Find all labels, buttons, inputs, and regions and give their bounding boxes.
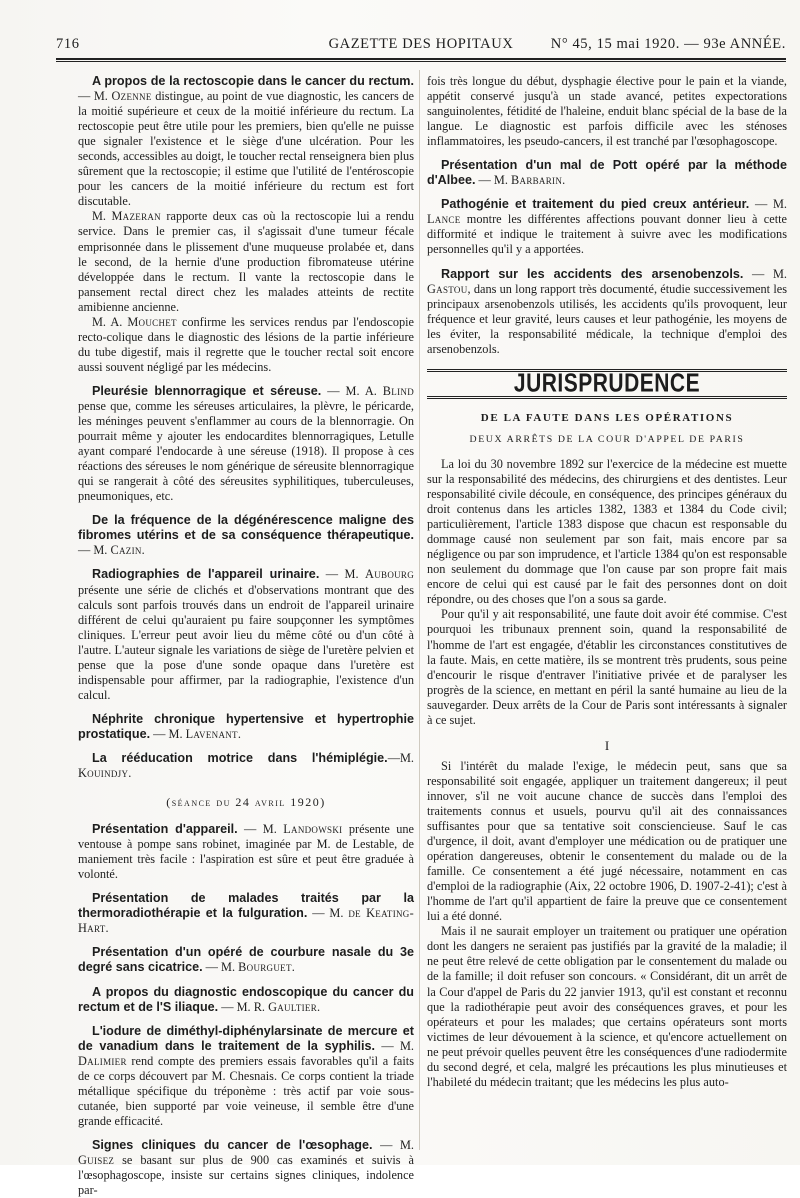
- article-title: Présentation d'un opéré de courbure nasale du 3e degré sans cicatrice.: [78, 945, 414, 975]
- section-banner: [427, 369, 787, 399]
- article-title: Radiographies de l'appareil urinaire.: [92, 567, 320, 582]
- article-title: A propos de la rectoscopie dans le cancer du rectum.: [92, 74, 414, 88]
- journal-title: GAZETTE DES HOPITAUX: [328, 36, 514, 52]
- author-name: Guisez: [78, 1153, 115, 1167]
- article-oesophage: Signes cliniques du cancer de l'œsophage. — M. Guisez se basant sur plus de 900 cas examinés et suivis à l'œsophagoscope, insiste sur certains signes cliniques, indolence par-: [78, 1137, 414, 1198]
- paragraph-mouchet: M. A. Mouchet confirme les services rendus par l'endoscopie recto-colique dans le diagnostic des lésions de la partie inférieure du tube digestif, mais il regrette que le toucher rectal soit encore aussi souvent négligé par les médecins.: [78, 314, 414, 374]
- issue-date: N° 45, 15 mai 1920. — 93e ANNÉE.: [550, 36, 786, 52]
- running-head: [56, 36, 786, 58]
- article-diagnostic-endoscopique: A propos du diagnostic endoscopique du cancer du rectum et de l'S iliaque. — M. R. Gaultier.: [78, 984, 414, 1014]
- left-column: [78, 74, 414, 1198]
- article-title: Néphrite chronique hypertensive et hypertrophie prostatique.: [78, 711, 414, 741]
- paragraph-mazeran: M. Mazeran rapporte deux cas où la rectoscopie lui a rendu service. Dans le premier cas, il s'agissait d'une tumeur fécale emprisonnée dans le plissement d'une muqueuse prolabée et, dans le second, de la hernie d'une production fibromateuse utérine développée dans le rectum. Il vante la rectoscopie dans le pansement rectal direct chez les malades atteints de rectite amibienne ancienne.: [78, 209, 414, 314]
- article-iodure: L'iodure de diméthyl-diphénylarsinate de mercure et de vanadium dans le traitement de la syphilis. — M. Dalimier rend compte des premiers essais favorables qu'il a faits de ce corps découvert par M. Chesnais. Ce corps contient la triade métallique spécifique du tréponème : très actif par voie sous-cutanée, bien supporté par voie veineuse, il semble être d'une grande efficacité.: [78, 1023, 414, 1128]
- article-reeducation: La rééducation motrice dans l'hémiplégie.—M. Kouindjy.: [78, 750, 414, 781]
- author-name: Dalimier: [78, 1053, 127, 1068]
- section-number: I: [604, 737, 610, 753]
- article-title: Pleurésie blennorragique et séreuse.: [92, 383, 322, 398]
- author-name: Kouindjy: [78, 766, 129, 781]
- author-name: Bourguet: [238, 960, 292, 975]
- article-courbure-nasale: Présentation d'un opéré de courbure nasale du 3e degré sans cicatrice. — M. Bourguet.: [78, 945, 414, 975]
- header-rule: [56, 58, 786, 60]
- author-name: Ozenne: [111, 89, 152, 104]
- author-name: Mazeran: [111, 209, 161, 224]
- article-heading: DE LA FAUTE DANS LES OPÉRATIONS: [480, 411, 734, 424]
- author-name: Blind: [382, 383, 414, 398]
- author-name: Gaultier: [268, 999, 318, 1014]
- article-arsenobenzols: Rapport sur les accidents des arsenobenzols. — M. Gastou, dans un long rapport très documenté, étudie successivement les principaux arsenobenzols utilisés, les accidents qu'ils provoquent, leur fréquence et leur gravité, leurs causes et leur pathogénie, les moyens de les éviter, la responsabilité médicale, la technique d'emploi des arsenobenzols.: [427, 266, 787, 356]
- section-title: JURISPRUDENCE: [513, 368, 701, 398]
- article-subheading: DEUX ARRÊTS DE LA COUR D'APPEL DE PARIS: [469, 433, 745, 445]
- paragraph-responsabilite: Pour qu'il y ait responsabilité, une faute doit avoir été commise. C'est pourquoi les tribunaux prennent soin, quand la responsabilité de l'homme de l'art est engagée, d'établir les circonstances constitutives de la faute. Mais, en cette matière, ils se montrent très prudents, sous peine d'encourir le risque d'entraver l'initiative privée et de paralyser les progrès de la science, en mettant en péril la santé humaine au lieu de la sauvegarder. Deux arrêts de la Cour de Paris sont intéressants à signaler à ce sujet.: [427, 607, 787, 727]
- article-title: Présentation d'un mal de Pott opéré par la méthode d'Albee.: [427, 158, 787, 188]
- column-divider: [419, 70, 420, 1150]
- article-rectoscopie: A propos de la rectoscopie dans le cancer du rectum. — M. Ozenne distingue, au point de vue diagnostic, les cancers de la moitié supérieure et ceux de la moitié inférieure du rectum. La rectoscopie peut être utile pour les premiers, bien qu'elle ne puisse que signaler l'existence et le siège d'une ulcération. Pour les seconds, accessibles au doigt, le toucher rectal renseignera bien plus sûrement que la rectoscopie; il estime que l'utilité de l'entéroscopie pour les cancers de la moitié inférieure du rectum est fort discutable.: [78, 74, 414, 209]
- article-thermoradiotherapie: Présentation de malades traités par la thermoradiothérapie et la fulguration. — M. de Keating-Hart.: [78, 891, 414, 936]
- author-name: Barbarin: [511, 173, 563, 188]
- paragraph-oesophage-continued: fois très longue du début, dysphagie élective pour le pain et la viande, appétit conservé jusqu'à un stade avancé, petites expectorations sanguinolentes, fétidité de l'haleine, enduit blanc spécial de la base de la langue. Le diagnostic est parfois difficile avec les sténoses inflammatoires, les pseudo-cancers, il est tranché par l'œsophagoscope.: [427, 74, 787, 149]
- article-mal-de-pott: Présentation d'un mal de Pott opéré par la méthode d'Albee. — M. Barbarin.: [427, 158, 787, 188]
- author-name: Lance: [427, 212, 461, 227]
- article-title: Présentation d'appareil.: [92, 822, 238, 837]
- article-title: Présentation de malades traités par la thermoradiothérapie et la fulguration.: [78, 891, 414, 921]
- article-pied-creux: Pathogénie et traitement du pied creux antérieur. — M. Lance montre les différentes affections pouvant donner lieu à cette difformité et indique le traitement à suivre avec les modifications personnelles qu'il y a apportées.: [427, 197, 787, 257]
- author-name: Landowski: [283, 822, 343, 837]
- article-title: Pathogénie et traitement du pied creux antérieur.: [441, 197, 750, 212]
- session-heading: (séance du 24 avril 1920): [166, 795, 326, 810]
- article-nephrite: Néphrite chronique hypertensive et hypertrophie prostatique. — M. Lavenant.: [78, 711, 414, 741]
- author-name: Lavenant: [185, 726, 238, 741]
- paragraph-traitement-dangereux: Mais il ne saurait employer un traitement ou pratiquer une opération dont les dangers ne seraient pas justifiés par la gravité de la maladie; il ne peut être relevé de cette obligation par le consentement du malade ou de la famille; il doit refuser son concours. « Considérant, dit un arrêt de la Cour d'appel de Paris du 22 janvier 1913, qu'il est constant et reconnu que la radiothérapie peut avoir des conséquences graves, et pour les opérateurs et pour les malades; que certains opérateurs sont morts victimes de leur dévouement à la science, et qu'encore actuellement on ne peut prévoir quelles peuvent être les conséquences d'une radiodermite du second degré, et cela, malgré les précautions les plus minutieuses et l'habileté du médecin traitant; que les médecins les plus auto-: [427, 924, 787, 1089]
- article-title: De la fréquence de la dégénérescence maligne des fibromes utérins et de sa conséquence thérapeutique.: [78, 513, 414, 543]
- article-title: A propos du diagnostic endoscopique du cancer du rectum et de l'S iliaque.: [78, 984, 414, 1014]
- page-number: 716: [56, 36, 80, 52]
- author-name: de Keating-Hart: [78, 906, 414, 936]
- article-appareil: Présentation d'appareil. — M. Landowski présente une ventouse à pompe sans robinet, imaginée par M. de Lestable, de maniement très facile : l'aspiration est sûre et peut être graduée à volonté.: [78, 822, 415, 882]
- article-title: La rééducation motrice dans l'hémiplégie.: [92, 750, 388, 765]
- article-radiographies: Radiographies de l'appareil urinaire. — M. Aubourg présente une série de clichés et d'observations montrant que des calculs sont parfois trouvés dans un endroit de l'appareil urinaire différent de celui qu'auraient pu faire soupçonner les symptômes cliniques. L'erreur peut avoir lieu du même côté ou d'un côté à l'autre. L'auteur signale les variations de siège de l'uretère pelvien et pense que la pose d'une sonde opaque dans l'uretère est indispensable pour affirmer, par la radiographie, l'existence d'un calcul.: [78, 567, 415, 702]
- paragraph-interet-malade: Si l'intérêt du malade l'exige, le médecin peut, sans que sa responsabilité soit engagée, appliquer un traitement dangereux; il peut innover, s'il ne voit aucune chance de succès dans l'emploi des traitements connus et usuels, pourvu qu'il ait des connaissances suffisantes pour que sa tentative soit consciencieuse. Sauf le cas d'urgence, il doit, avant d'employer une médication ou de pratiquer une opération dangereuses, obtenir le consentement du malade ou de la famille. Ce consentement a été jugé nécessaire, notamment en cas d'emploi de la radiographie (Aix, 22 octobre 1906, D. 1907-2-41); c'est à l'homme de l'art qu'il appartient de faire la preuve que ce consentement lui a été donné.: [427, 758, 787, 924]
- article-title: Rapport sur les accidents des arsenobenzols.: [441, 266, 744, 281]
- author-name: Aubourg: [365, 567, 415, 582]
- article-fibromes: De la fréquence de la dégénérescence maligne des fibromes utérins et de sa conséquence thérapeutique. — M. Cazin.: [78, 513, 414, 558]
- author-name: Mouchet: [127, 314, 177, 329]
- article-title: L'iodure de diméthyl-diphénylarsinate de mercure et de vanadium dans le traitement de la syphilis.: [78, 1023, 414, 1053]
- right-column: [427, 74, 787, 1090]
- article-pleuresie: Pleurésie blennorragique et séreuse. — M. A. Blind pense que, comme les séreuses articulaires, la plèvre, le péricarde, les méninges peuvent s'enflammer au cours de la blennorragie. On pourrait même y ajouter les endocardites blennorragiques, Letulle ayant comparé l'endocarde à une séreuse (1918). Il propose à ces réactions des séreuses le nom générique de séreusite blennorragique qui se rangerait à côté des séreusites syphilitiques, tuberculeuses, pneumoniques, etc.: [78, 383, 414, 504]
- paragraph-loi: La loi du 30 novembre 1892 sur l'exercice de la médecine est muette sur la responsabilité des médecins, des chirurgiens et des dentistes. Leur responsabilité civile découle, en conséquence, des principes généraux du droit contenus dans les articles 1382, 1383 et 1384 du Code civil; particulièrement, l'article 1383 dispose que chacun est responsable du dommage causé non seulement par son fait, mais encore par sa négligence ou par son imprudence, et l'article 1384 qu'on est responsable non seulement du dommage que l'on cause par son propre fait mais encore de celui qui est causé par le fait des personnes dont on doit répondre, ou des choses que l'on a sous sa garde.: [427, 456, 787, 607]
- author-name: Gastou: [427, 281, 468, 296]
- author-name: Cazin: [110, 543, 142, 558]
- article-title: Signes cliniques du cancer de l'œsophage.: [92, 1137, 373, 1152]
- header-rule-thin: [56, 61, 786, 62]
